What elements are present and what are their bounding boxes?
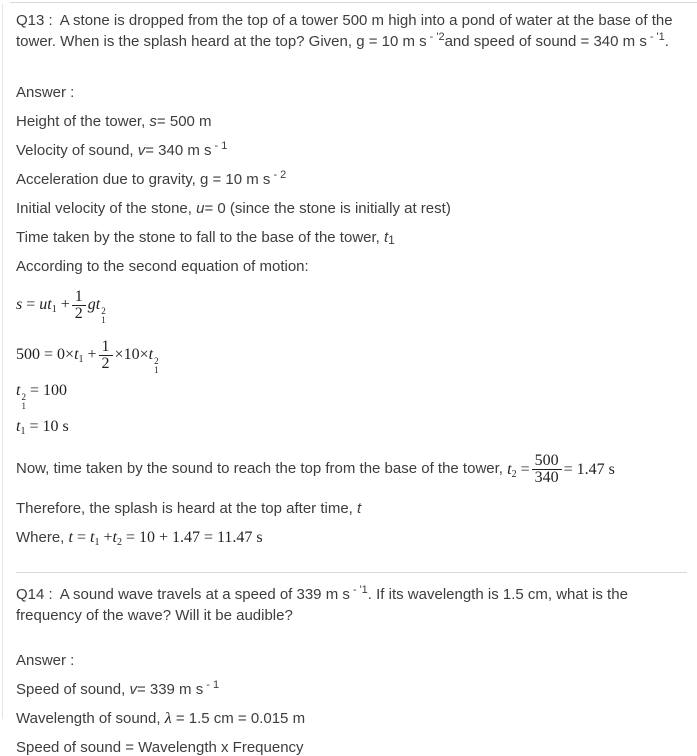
sound-travel-equation <box>507 452 615 487</box>
eq3-rhs: = 100 <box>29 382 67 400</box>
eq1-fraction-denominator: 2 <box>74 305 83 322</box>
eq2-times2: × <box>114 346 124 364</box>
eq2-t2: t <box>148 346 154 364</box>
eq2-equals: = <box>44 346 54 364</box>
tower-height-text: Height of the tower, <box>16 113 150 130</box>
now-equals: = <box>520 460 530 478</box>
eq2-times1: × <box>65 346 75 364</box>
line-sound-travel-time <box>16 453 687 486</box>
equation-t-squared <box>16 382 687 411</box>
var-t: t <box>357 500 362 518</box>
eq2-fraction-numerator: 1 <box>99 339 113 356</box>
eq1-term2-sub: 1 <box>101 315 106 326</box>
where-plus: + <box>103 529 113 547</box>
eq3-sub: 1 <box>21 401 26 412</box>
line-therefore <box>16 501 687 517</box>
sound-travel-text: Now, time taken by the sound to reach the top from the base of the tower, <box>16 460 508 478</box>
q13-superscript-g: - '2 <box>429 31 445 43</box>
where-t2-sub: 2 <box>116 537 122 549</box>
now-fraction-numerator: 500 <box>532 453 562 470</box>
left-border <box>2 4 3 719</box>
gravity-superscript: - 2 <box>273 169 287 181</box>
sound-velocity-superscript: - 1 <box>214 140 228 152</box>
var-lambda: λ <box>164 710 172 728</box>
eq2-t2-sup: 2 <box>154 356 159 367</box>
eq1-equals: = <box>26 296 36 314</box>
eq2-plus: + <box>87 346 97 364</box>
eq2-t1-sub: 1 <box>78 354 84 366</box>
now-t: t <box>507 460 512 478</box>
wavelength-value: = 1.5 cm = 0.015 m <box>171 710 306 728</box>
eq1-lhs: s <box>16 296 23 314</box>
q13-superscript-sound: - '1 <box>649 31 665 43</box>
now-fraction-denominator: 340 <box>534 469 559 487</box>
question-13 <box>16 10 687 52</box>
where-t1-sub: 1 <box>94 537 100 549</box>
gravity-text: Acceleration due to gravity, g = 10 m s <box>16 171 271 188</box>
content-area <box>16 10 687 756</box>
eq2-lhs: 500 <box>16 346 40 364</box>
eq1-term1-sub: 1 <box>51 304 57 316</box>
eq2-fraction <box>99 339 113 372</box>
fall-time-text: Time taken by the stone to fall to the base of the tower, <box>16 229 384 246</box>
var-t1: t <box>384 229 389 246</box>
equation-motion <box>16 289 687 325</box>
q14-text-1: A sound wave travels at a speed of 339 m s <box>59 586 350 604</box>
q13-text-1: A stone is dropped from the top of a tower 500 m high into a pond of water at the base of the tower. When is the splash heard at the top? Given, g = 10 m s <box>16 12 673 50</box>
eq2-t2-sub: 1 <box>154 365 159 376</box>
sound-velocity-text: Velocity of sound, <box>16 142 138 159</box>
q13-text-3: . <box>664 33 669 50</box>
line-total-time <box>16 529 687 549</box>
line-sound-velocity <box>16 140 687 159</box>
sound-speed-value: = 339 m s <box>136 681 204 699</box>
eq4-rhs: = 10 s <box>29 418 69 436</box>
where-t1: t <box>90 529 95 547</box>
equation-substituted <box>16 339 687 375</box>
eq1-plus: + <box>60 296 70 314</box>
line-second-equation-intro: According to the second equation of motion: <box>16 258 309 275</box>
initial-velocity-value: = 0 (since the stone is initially at rest) <box>204 200 451 217</box>
eq2-times3: × <box>139 346 149 364</box>
line-initial-velocity <box>16 201 687 217</box>
q14-superscript-speed: - '1 <box>352 584 368 597</box>
var-s: s <box>149 113 157 130</box>
where-rhs: = 10 + 1.47 = 11.47 s <box>125 529 263 547</box>
answer14-heading: Answer : <box>16 652 75 670</box>
eq4-t: t <box>16 418 21 436</box>
eq1-term1: ut <box>39 296 52 314</box>
sound-speed-superscript: - 1 <box>206 679 220 692</box>
eq4-sub: 1 <box>20 426 26 438</box>
q13-text-2: and speed of sound = 340 m s <box>444 33 647 50</box>
q14-text-2: . If its wavelength is 1.5 cm, what is the frequency of the wave? Will it be audible? <box>16 586 628 625</box>
where-text: Where, <box>16 529 69 547</box>
sound-velocity-value: = 340 m s <box>145 142 212 159</box>
eq2-zero: 0 <box>57 346 66 364</box>
var-t1-subscript: 1 <box>388 233 395 247</box>
line-gravity <box>16 169 687 188</box>
line-tower-height <box>16 114 687 130</box>
eq2-ten: 10 <box>123 346 140 364</box>
eq1-term2-subsup <box>101 307 106 325</box>
top-divider <box>10 2 697 3</box>
where-t2: t <box>112 529 117 547</box>
var-v14: v <box>129 681 137 699</box>
eq2-t2-subsup <box>154 357 159 375</box>
section-divider <box>16 572 687 573</box>
where-equation <box>68 529 263 549</box>
eq1-fraction <box>72 289 86 322</box>
line-wavelength <box>16 711 687 727</box>
now-result: = 1.47 s <box>563 460 615 478</box>
now-t-sub: 2 <box>511 468 517 480</box>
eq3-subsup <box>21 393 26 411</box>
eq2-t1: t <box>74 346 79 364</box>
where-t: t <box>68 529 73 547</box>
where-equals: = <box>76 529 86 547</box>
line-sound-speed <box>16 679 687 699</box>
line-speed-formula: Speed of sound = Wavelength x Frequency <box>16 739 304 756</box>
eq3-t: t <box>16 382 21 400</box>
tower-height-value: = 500 m <box>156 113 212 130</box>
sound-speed-text: Speed of sound, <box>16 681 130 699</box>
eq1-term2-sup: 2 <box>101 306 106 317</box>
wavelength-text: Wavelength of sound, <box>16 710 165 728</box>
eq1-term2: gt <box>87 296 101 314</box>
equation-t-value <box>16 418 687 436</box>
eq3-sup: 2 <box>21 392 26 403</box>
answer13-heading: Answer : <box>16 84 75 101</box>
eq2-fraction-denominator: 2 <box>101 355 110 373</box>
question-14 <box>16 584 687 626</box>
var-v: v <box>137 142 146 159</box>
initial-velocity-text: Initial velocity of the stone, <box>16 200 197 217</box>
eq1-fraction-numerator: 1 <box>72 289 86 306</box>
therefore-text: Therefore, the splash is heard at the top after time, <box>16 500 358 518</box>
q13-label: Q13 : <box>16 12 53 29</box>
line-fall-time <box>16 230 687 246</box>
now-fraction <box>532 453 562 486</box>
q14-label: Q14 : <box>16 586 53 604</box>
var-u: u <box>196 200 205 217</box>
